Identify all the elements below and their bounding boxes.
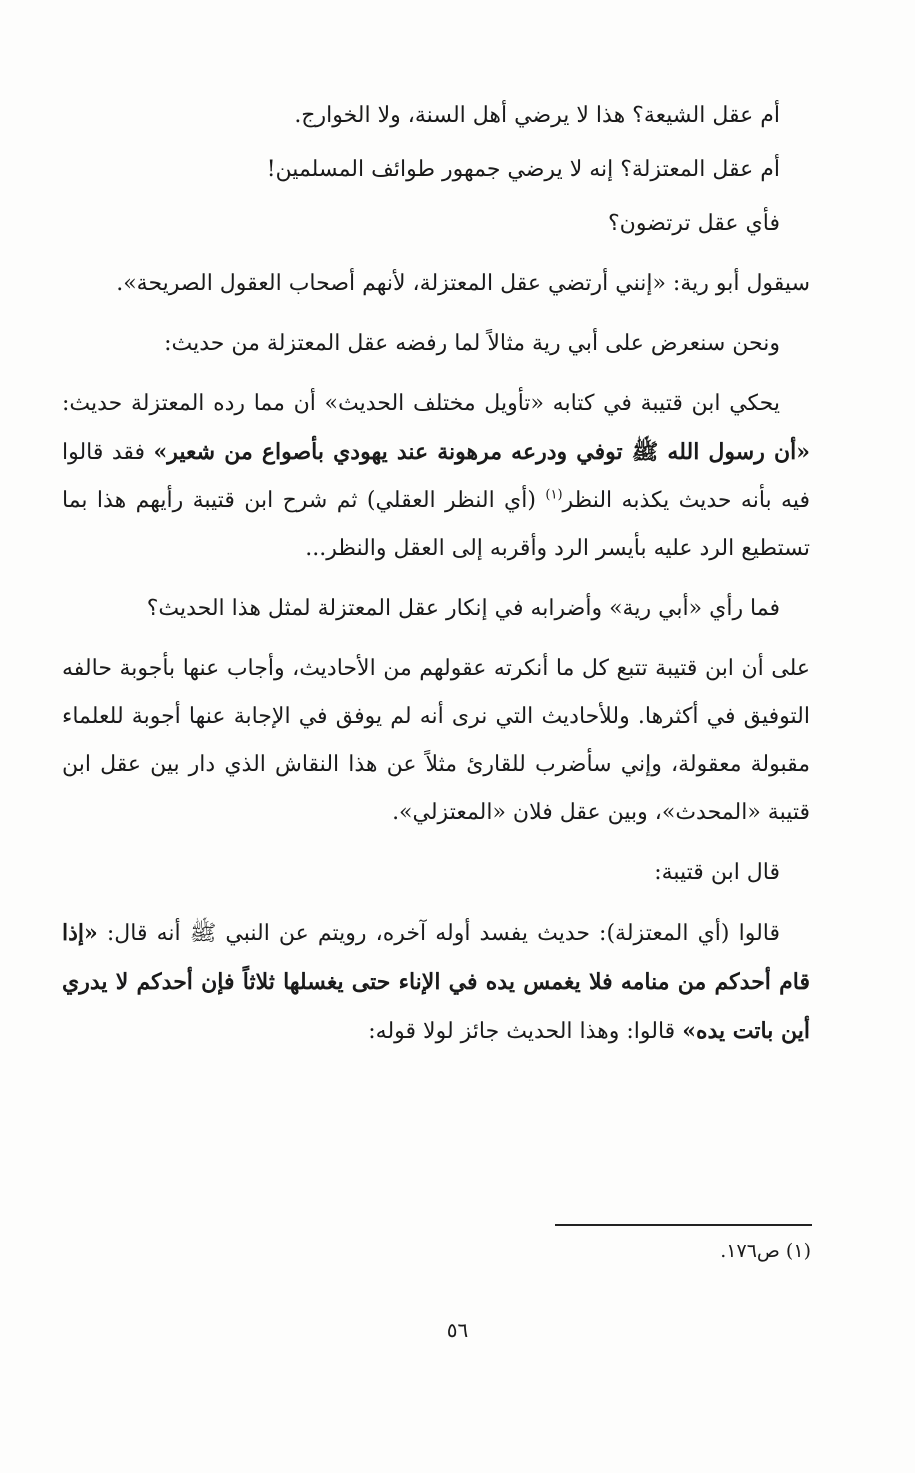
text-segment: قالوا (أي المعتزلة): حديث يفسد أوله آخره، رويتم عن النبي ﷺ أنه قال: [97,921,780,946]
footnote: (١) ص١٧٦. [720,1240,811,1262]
paragraph-ibn-qutayba-said: قال ابن قتيبة: [654,860,780,885]
paragraph-abu-rayya-opinion: فما رأي «أبي رية» وأضرابه في إنكار عقل المعتزلة لمثل هذا الحديث؟ [146,596,780,621]
paragraph-which-reason: فأي عقل ترتضون؟ [607,211,780,236]
text-segment: فقد قالوا فيه بأنه حديث يكذبه النظر [62,440,811,513]
paragraph-example-intro: ونحن سنعرض على أبي رية مثالاً لما رفضه عقل المعتزلة من حديث: [164,331,780,356]
text-segment: قالوا: وهذا الحديث جائز لولا قوله: [368,1019,683,1044]
text-segment: يحكي ابن قتيبة في كتابه «تأويل مختلف الحديث» أن مما رده المعتزلة حديث: [62,391,780,416]
body-text [62,92,810,1068]
paragraph-abu-rayya-says: سيقول أبو رية: «إنني أرتضي عقل المعتزلة، لأنهم أصحاب العقول الصريحة». [116,271,810,296]
text-segment: (أي النظر العقلي) ثم شرح ابن قتيبة رأيهم هذا بما تستطيع الرد عليه بأيسر الرد وأقربه إلى العقل والنظر... [62,488,810,561]
footnote-separator [555,1224,812,1226]
hadith-quote: «أن رسول الله ﷺ توفي ودرعه مرهونة عند يهودي بأصواع من شعير» [153,439,810,465]
paragraph-mutazila-reason: أم عقل المعتزلة؟ إنه لا يرضي جمهور طوائف المسلمين! [266,157,780,182]
footnote-marker: (١) [545,487,563,503]
paragraph-they-said [62,909,810,1056]
page-number: ٥٦ [446,1318,469,1342]
paragraph-shia-reason: أم عقل الشيعة؟ هذا لا يرضي أهل السنة، ولا الخوارج. [294,103,780,128]
paragraph-ibn-qutayba-followed: على أن ابن قتيبة تتبع كل ما أنكرته عقولهم من الأحاديث، وأجاب عنها بأجوبة حالفه التوفيق في أكثرها. وللأحاديث التي نرى أنه لم يوفق في الإجابة عنها أجوبة للعلماء مقبولة معقولة، وإني سأضرب للقارئ مثلاً عن هذا النقاش الذي دار بين عقل ابن قتيبة «المحدث»، وبين عقل فلان «المعتزلي». [62,656,810,825]
paragraph-ibn-qutayba-narrates [62,380,810,573]
hadith-quote: «إذا قام أحدكم من منامه فلا يغمس يده في الإناء حتى يغسلها ثلاثاً فإن أحدكم لا يدري أين باتت يده» [62,920,810,1044]
